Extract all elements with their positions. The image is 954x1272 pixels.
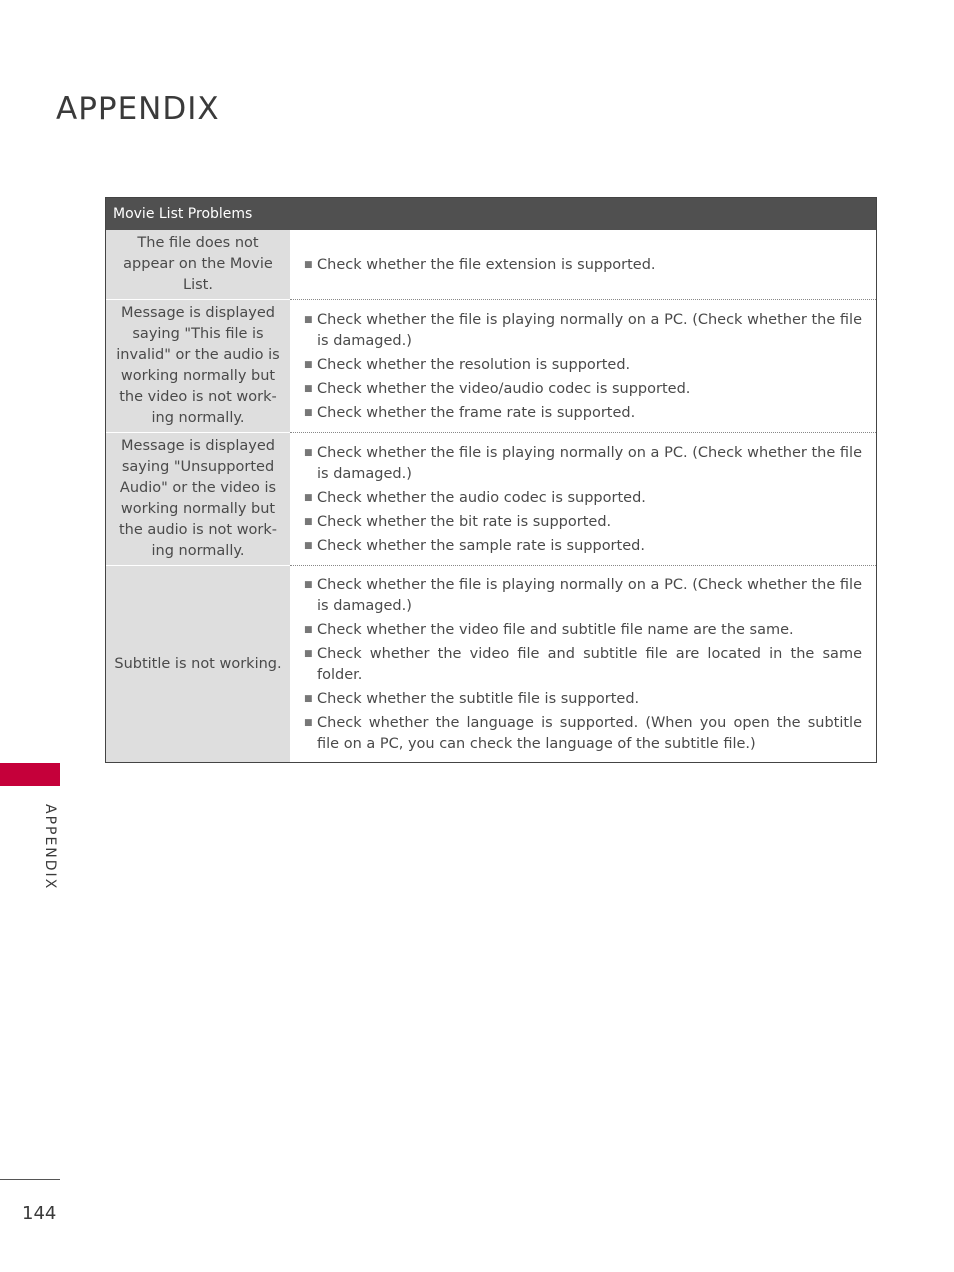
square-bullet-icon: ■ [304,493,313,503]
solution-cell [290,432,876,565]
square-bullet-icon: ■ [304,694,313,704]
solution-item: ■ Check whether the resolution is supported. [304,355,862,376]
page-title: APPENDIX [56,90,220,127]
solution-cell [290,230,876,299]
table-row [106,299,876,432]
solution-item: ■ Check whether the bit rate is supported. [304,512,862,533]
table-row [106,565,876,762]
square-bullet-icon: ■ [304,260,313,270]
solution-cell [290,299,876,432]
table-row [106,432,876,565]
solution-item: ■ Check whether the frame rate is supported. [304,403,862,424]
solution-item: ■ Check whether the file is playing normally on a PC. (Check whether the file is damaged.) [304,575,862,617]
table-header: Movie List Problems [106,198,876,230]
solution-cell [290,565,876,762]
solution-item: ■ Check whether the subtitle file is supported. [304,689,862,710]
square-bullet-icon: ■ [304,448,313,458]
square-bullet-icon: ■ [304,625,313,635]
square-bullet-icon: ■ [304,541,313,551]
square-bullet-icon: ■ [304,580,313,590]
solution-item: ■ Check whether the audio codec is supported. [304,488,862,509]
square-bullet-icon: ■ [304,360,313,370]
square-bullet-icon: ■ [304,718,313,728]
page-number: 144 [22,1203,57,1224]
section-side-label: APPENDIX [42,804,58,891]
solution-item: ■ Check whether the file is playing normally on a PC. (Check whether the file is damaged.) [304,443,862,485]
solution-item: ■ Check whether the sample rate is supported. [304,536,862,557]
movie-list-problems-table [105,197,877,763]
solution-item: ■ Check whether the language is supported. (When you open the subtitle file on a PC, you can check the language of the subtitle file.) [304,713,862,755]
square-bullet-icon: ■ [304,315,313,325]
footer-divider [0,1179,60,1180]
solution-item: ■ Check whether the file extension is supported. [304,255,862,276]
problem-cell: Message is displayed saying "Unsupported Audio" or the video is working normally but the audio is not work-ing normally. [106,432,290,565]
solution-item: ■ Check whether the video file and subtitle file name are the same. [304,620,862,641]
solution-item: ■ Check whether the video file and subtitle file are located in the same folder. [304,644,862,686]
problem-cell: The file does not appear on the Movie List. [106,230,290,299]
problem-cell: Subtitle is not working. [106,565,290,762]
solution-item: ■ Check whether the file is playing normally on a PC. (Check whether the file is damaged.) [304,310,862,352]
solution-item: ■ Check whether the video/audio codec is supported. [304,379,862,400]
table-row [106,230,876,299]
square-bullet-icon: ■ [304,649,313,659]
section-tab-marker [0,763,60,786]
problem-cell: Message is displayed saying "This file is invalid" or the audio is working normally but the video is not work-ing normally. [106,299,290,432]
square-bullet-icon: ■ [304,517,313,527]
square-bullet-icon: ■ [304,384,313,394]
square-bullet-icon: ■ [304,408,313,418]
